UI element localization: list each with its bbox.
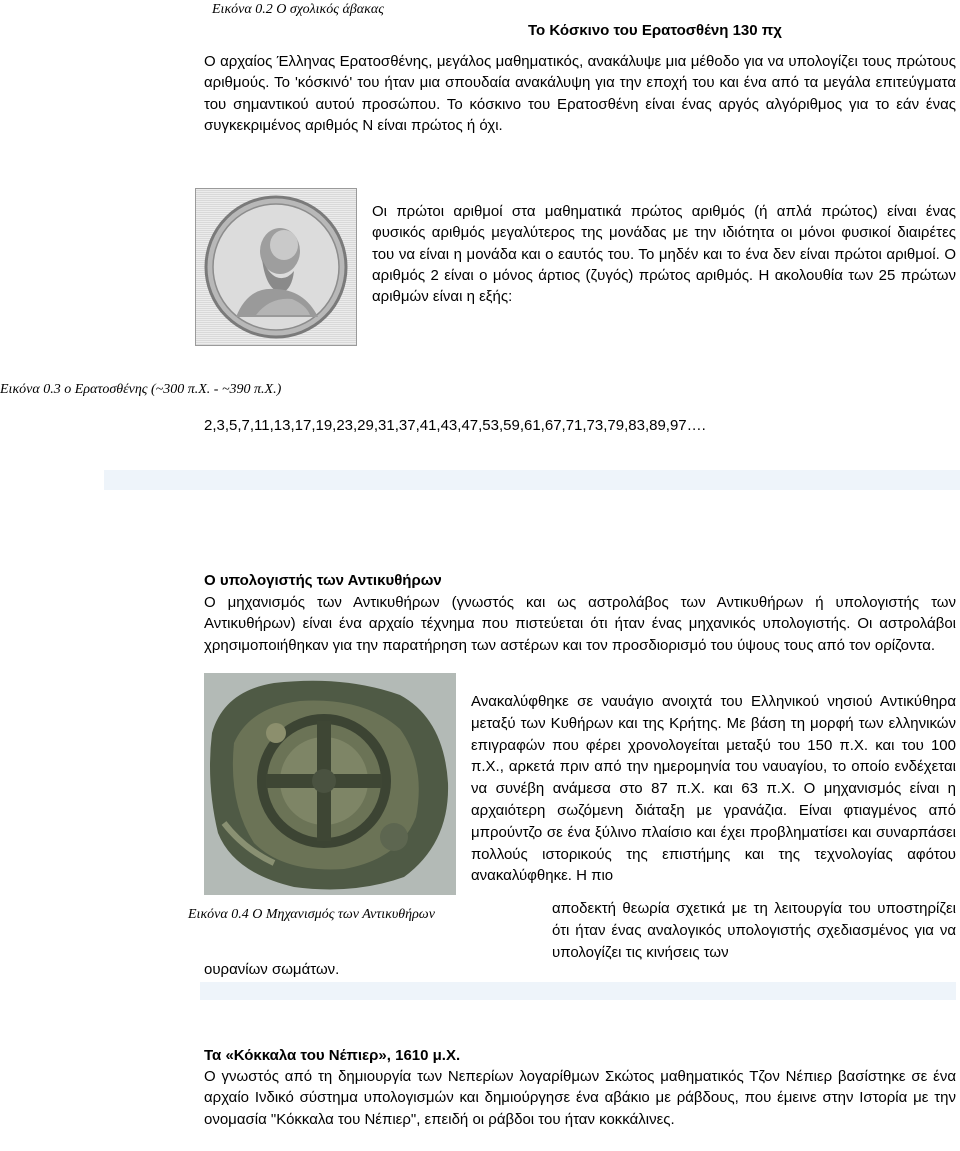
antikythera-mechanism-image: [204, 673, 456, 895]
figure-caption-eratosthenes: Εικόνα 0.3 ο Ερατοσθένης (~300 π.Χ. - ~390 π.Χ.): [0, 382, 282, 397]
mechanism-graphic: [204, 673, 456, 895]
separator-band-top: [104, 470, 960, 490]
eratosthenes-portrait-image: [195, 188, 357, 346]
figure-caption-abacus: Εικόνα 0.2 Ο σχολικός άβακας: [212, 2, 384, 17]
paragraph-napier: Ο γνωστός από τη δημιουργία των Νεπερίων λογαρίθμων Σκώτος μαθηματικός Τζον Νέπιερ βασίστηκε σε ένα αρχαίο Ινδικό σύστημα υπολογισμών και δημιούργησε ένα αβάκιο με ράβδους, που έμεινε στην Ιστορία με την ονομασία "Κόκκαλα του Νέπιερ", επειδή οι ράβδοι του ήταν κοκκάλινες.: [204, 1068, 956, 1128]
section-heading-antikythera: Ο υπολογιστής των Αντικυθήρων: [204, 572, 442, 589]
portrait-medallion-graphic: [196, 189, 356, 345]
paragraph-antikythera-discovery: Ανακαλύφθηκε σε ναυάγιο ανοιχτά του Ελληνικού νησιού Αντικύθηρα μεταξύ των Κυθήρων και της Κρήτης. Με βάση τη μορφή των ελληνικών επιγραφών που φέρει χρονολογείται μεταξύ του 150 π.Χ. και του 100 π.Χ., αρκετά πριν από την ημερομηνία του ναυαγίου, το οποίο ενδέχεται να συνέβη ανάμεσα στο 87 π.Χ. και 63 π.Χ. Ο μηχανισμός είναι η αρχαιότερη σωζόμενη διάταξη με γρανάζια. Είναι φτιαγμένος από μπρούντζο σε ένα ξύλινο πλαίσιο και έχει προβληματίσει και συναρπάσει πολλούς ιστορικούς της επιστήμης και της τεχνολογίας αφότου ανακαλύφθηκε. Η πιο: [471, 693, 956, 885]
separator-band-bottom: [200, 982, 956, 1000]
paragraph-antikythera-theory: αποδεκτή θεωρία σχετικά με τη λειτουργία του υποστηρίζει ότι ήταν ένας αναλογικός υπολογιστής σχεδιασμένος για να υπολογίζει τις κινήσεις των: [552, 900, 956, 961]
section-heading-napier: Τα «Κόκκαλα του Νέπιερ», 1610 μ.Χ.: [204, 1047, 461, 1064]
section-heading-sieve: Το Κόσκινο του Ερατοσθένη 130 πχ: [528, 22, 782, 39]
figure-caption-mechanism: Εικόνα 0.4 Ο Μηχανισμός των Αντικυθήρων: [188, 907, 435, 922]
paragraph-prime-numbers: Οι πρώτοι αριθμοί στα μαθηματικά πρώτος αριθμός (ή απλά πρώτος) είναι ένας φυσικός αριθμός μεγαλύτερος της μονάδας με την ιδιότητα οι μόνοι φυσικοί διαιρέτες του να είναι η μονάδα και ο εαυτός του. Το μηδέν και το ένα δεν είναι πρώτοι αριθμοί. Ο αριθμός 2 είναι ο μόνος άρτιος (ζυγός) πρώτος αριθμός. Η ακολουθία των 25 πρώτων αριθμών είναι η εξής:: [372, 203, 956, 306]
paragraph-antikythera-intro: Ο μηχανισμός των Αντικυθήρων (γνωστός και ως αστρολάβος των Αντικυθήρων ή υπολογιστής των Αντικυθήρων) είναι ένα αρχαίο τέχνημα που πιστεύεται ότι ήταν ένας μηχανικός υπολογιστής. Οι αστρολάβοι χρησιμοποιήθηκαν για την παρατήρηση των αστέρων και τον προσδιορισμό του ύψους τους από τον ορίζοντα.: [204, 594, 956, 654]
prime-number-sequence: 2,3,5,7,11,13,17,19,23,29,31,37,41,43,47,53,59,61,67,71,73,79,83,89,97….: [204, 417, 706, 434]
paragraph-sieve-intro: Ο αρχαίος Έλληνας Ερατοσθένης, μεγάλος μαθηματικός, ανακάλυψε μια μέθοδο για να υπολογίζει τους πρώτους αριθμούς. Το 'κόσκινό' του ήταν μια σπουδαία ανακάλυψη για την εποχή του και ένα από τα μεγάλα επιτεύγματα του σημαντικού αυτού προσώπου. Το κόσκινο του Ερατοσθένη είναι ένας αργός αλγόριθμος για το εάν ένας συγκεκριμένος αριθμός Ν είναι πρώτος ή όχι.: [204, 53, 956, 134]
paragraph-antikythera-tail: ουρανίων σωμάτων.: [204, 961, 340, 978]
